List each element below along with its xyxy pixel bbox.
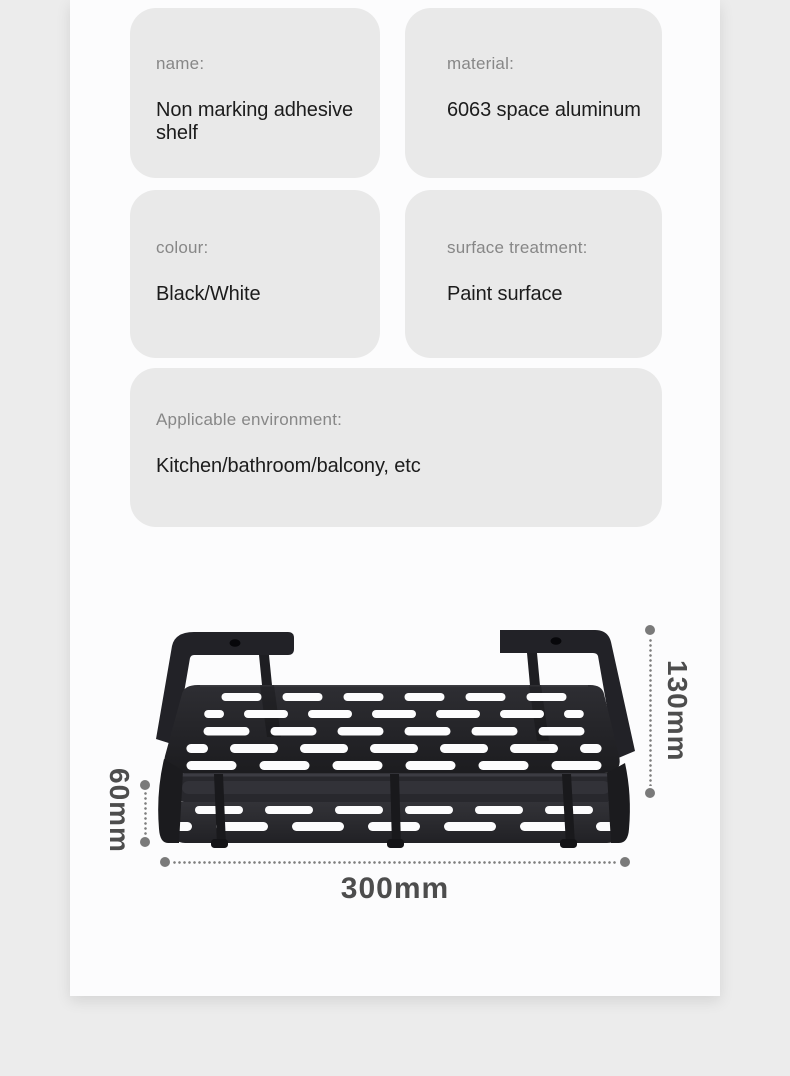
width-dimension-label: 300mm: [340, 872, 450, 905]
spec-card-material: [405, 8, 662, 178]
depth-dimension-label: 60mm: [104, 768, 135, 853]
height-dimension-end-dot: [645, 625, 655, 635]
spec-value: Non marking adhesive shelf: [156, 99, 353, 144]
height-dimension-line: [649, 638, 652, 786]
depth-dimension-end-dot: [140, 780, 150, 790]
spec-label: material:: [447, 54, 514, 73]
side-wall-left: [158, 759, 183, 843]
spec-card-name: [130, 8, 380, 178]
depth-dimension-end-dot: [140, 837, 150, 847]
width-dimension-line: [172, 861, 618, 864]
spec-card-surface-treatment: [405, 190, 662, 358]
width-dimension-end-dot: [160, 857, 170, 867]
depth-dimension-line: [144, 791, 147, 837]
spec-label: surface treatment:: [447, 238, 588, 257]
spec-label: name:: [156, 54, 205, 73]
spec-value: Paint surface: [447, 283, 563, 305]
spec-label: Applicable environment:: [156, 410, 343, 429]
height-dimension-label: 130mm: [662, 660, 693, 762]
content-panel: [70, 0, 720, 996]
spec-value: 6063 space aluminum: [447, 99, 641, 121]
spec-card-colour: [130, 190, 380, 358]
perforated-tray: [164, 685, 619, 773]
shelf-product-image: [148, 615, 638, 850]
spec-value: Kitchen/bathroom/balcony, etc: [156, 455, 421, 477]
side-wall-right: [607, 763, 630, 843]
spec-label: colour:: [156, 238, 209, 257]
width-dimension-end-dot: [620, 857, 630, 867]
spec-card-applicable-environment: [130, 368, 662, 527]
spec-value: Black/White: [156, 283, 261, 305]
height-dimension-end-dot: [645, 788, 655, 798]
